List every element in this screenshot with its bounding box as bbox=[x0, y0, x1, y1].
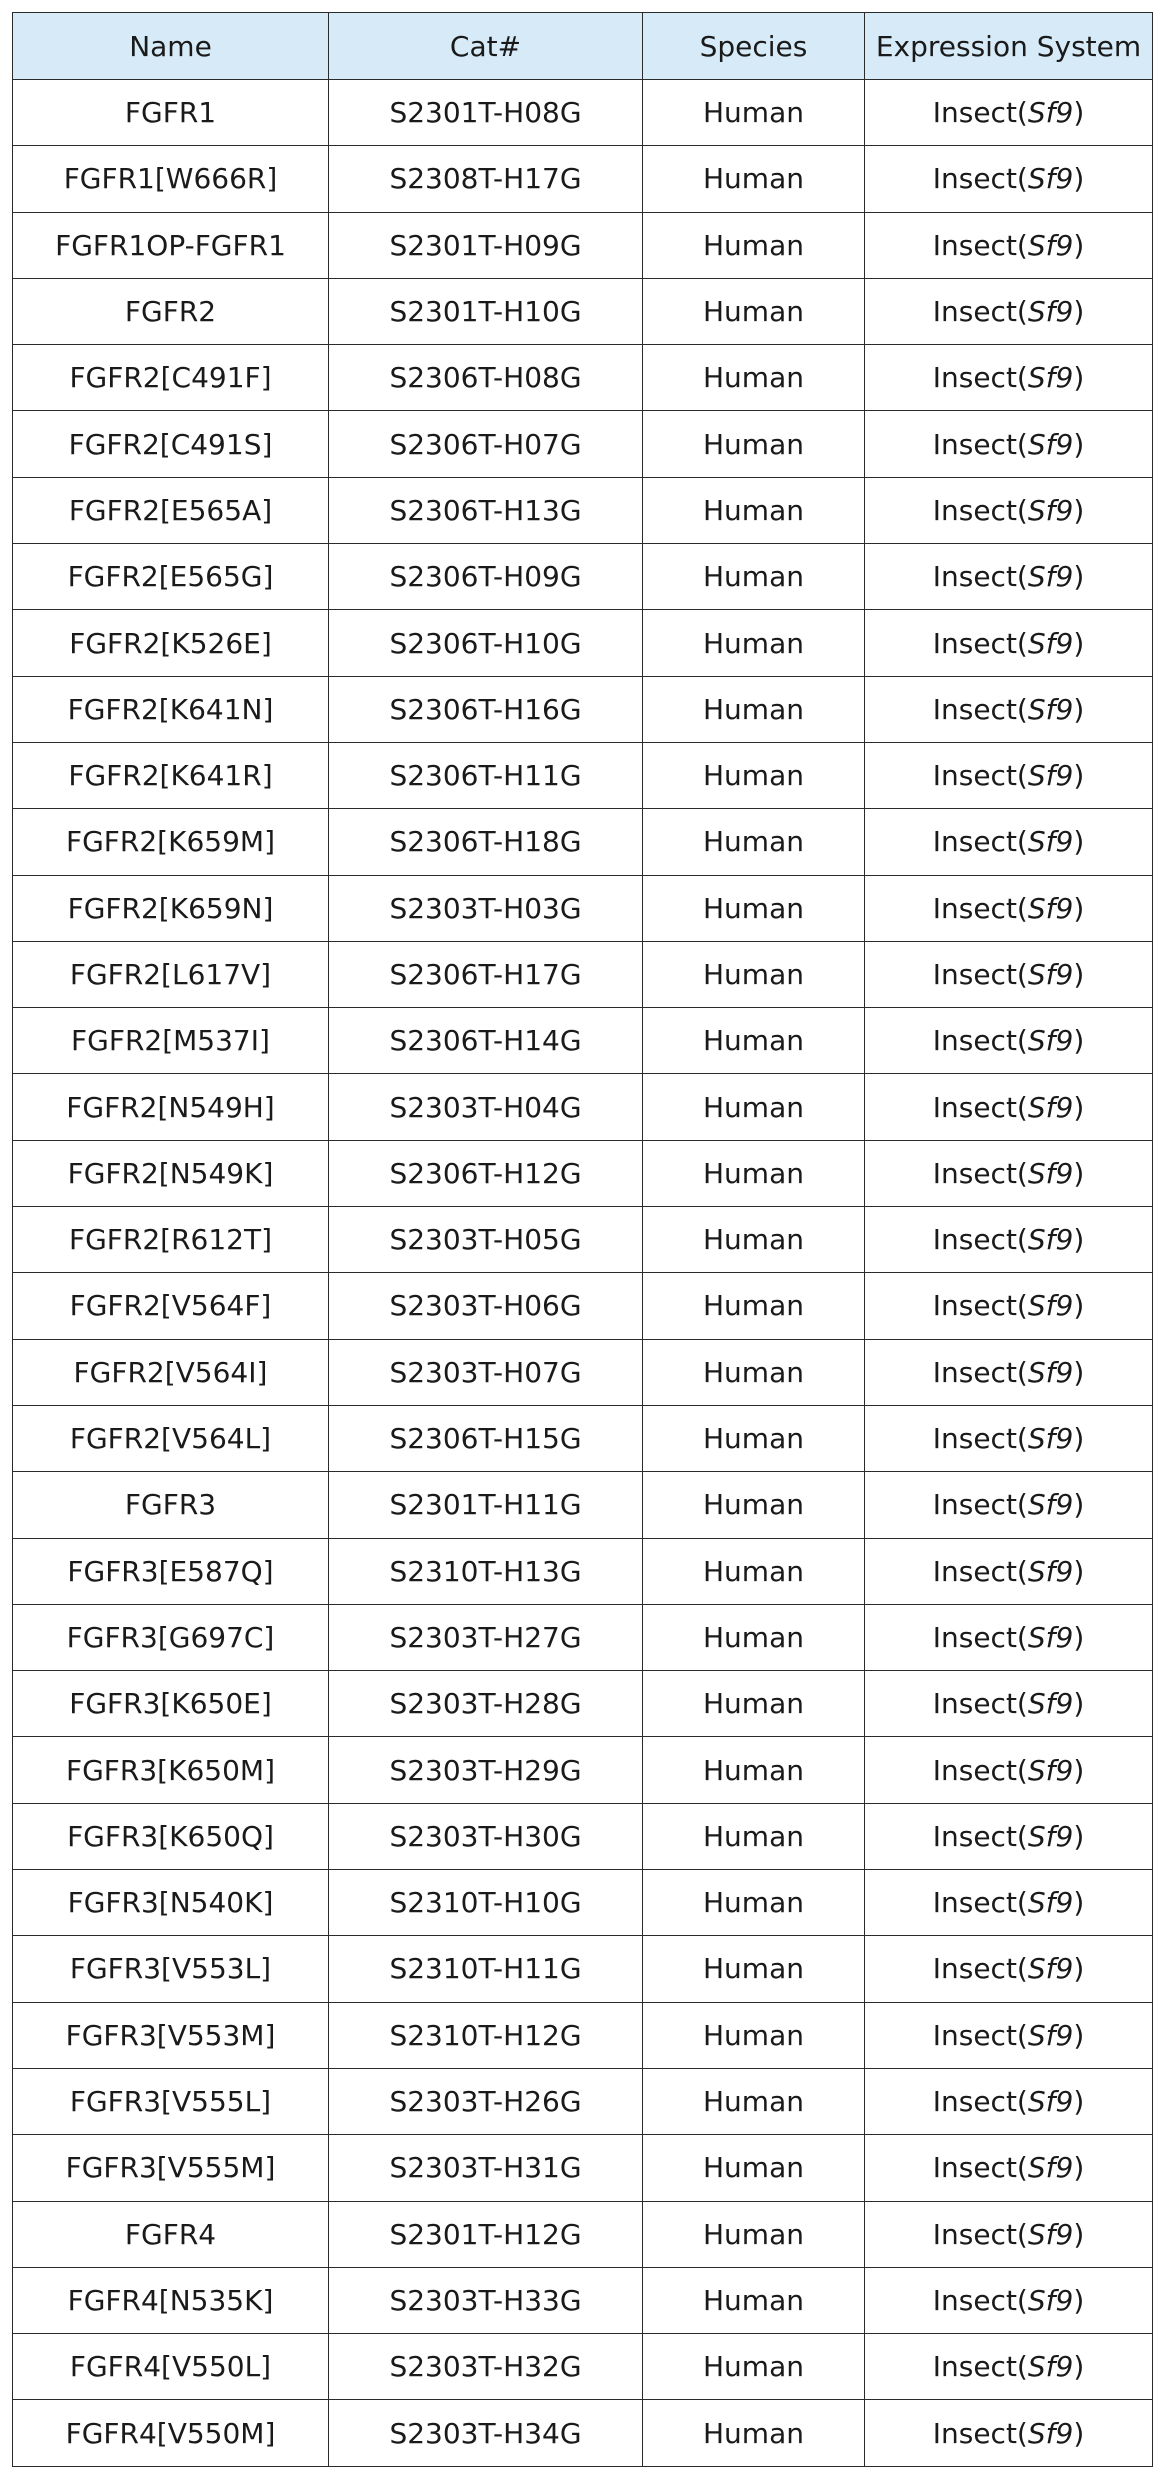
cell-expression-system bbox=[865, 941, 1153, 1007]
cell-expression-system bbox=[865, 411, 1153, 477]
cell-cat: S2303T-H33G bbox=[329, 2267, 643, 2333]
expression-suffix: ) bbox=[1073, 2085, 1085, 2119]
expression-suffix: ) bbox=[1073, 1289, 1085, 1323]
expression-suffix: ) bbox=[1073, 2350, 1085, 2384]
cell-expression-system bbox=[865, 1339, 1153, 1405]
cell-species: Human bbox=[643, 1737, 865, 1803]
cell-species: Human bbox=[643, 345, 865, 411]
expression-prefix: Insect( bbox=[932, 1620, 1028, 1654]
cell-cat: S2306T-H07G bbox=[329, 411, 643, 477]
cell-species: Human bbox=[643, 1405, 865, 1471]
cell-name: FGFR2[N549K] bbox=[13, 1140, 329, 1206]
expression-suffix: ) bbox=[1073, 825, 1085, 859]
cell-species: Human bbox=[643, 1538, 865, 1604]
expression-cell-line: Sf9 bbox=[1027, 560, 1074, 594]
table-header bbox=[13, 13, 1153, 80]
cell-species: Human bbox=[643, 2400, 865, 2466]
cell-cat: S2306T-H10G bbox=[329, 610, 643, 676]
cell-expression-system bbox=[865, 278, 1153, 344]
cell-species: Human bbox=[643, 1207, 865, 1273]
expression-prefix: Insect( bbox=[932, 1223, 1028, 1257]
cell-expression-system bbox=[865, 1074, 1153, 1140]
cell-cat: S2303T-H29G bbox=[329, 1737, 643, 1803]
table-row bbox=[13, 1538, 1153, 1604]
expression-cell-line: Sf9 bbox=[1027, 891, 1074, 925]
cell-name: FGFR3[V553L] bbox=[13, 1936, 329, 2002]
cell-species: Human bbox=[643, 2002, 865, 2068]
cell-expression-system bbox=[865, 676, 1153, 742]
expression-cell-line: Sf9 bbox=[1027, 1620, 1074, 1654]
cell-name: FGFR3[E587Q] bbox=[13, 1538, 329, 1604]
cell-name: FGFR3[V555M] bbox=[13, 2135, 329, 2201]
expression-suffix: ) bbox=[1073, 2416, 1085, 2450]
expression-cell-line: Sf9 bbox=[1027, 692, 1074, 726]
cell-name: FGFR2[V564I] bbox=[13, 1339, 329, 1405]
cell-cat: S2303T-H26G bbox=[329, 2068, 643, 2134]
cell-name: FGFR3[G697C] bbox=[13, 1604, 329, 1670]
cell-name: FGFR3[K650E] bbox=[13, 1671, 329, 1737]
header-cat: Cat# bbox=[329, 13, 643, 80]
cell-cat: S2306T-H12G bbox=[329, 1140, 643, 1206]
cell-cat: S2303T-H30G bbox=[329, 1803, 643, 1869]
cell-species: Human bbox=[643, 146, 865, 212]
table-body bbox=[13, 80, 1153, 2467]
table-row bbox=[13, 1803, 1153, 1869]
table-row bbox=[13, 1074, 1153, 1140]
table-row bbox=[13, 1472, 1153, 1538]
expression-cell-line: Sf9 bbox=[1027, 427, 1074, 461]
cell-species: Human bbox=[643, 1803, 865, 1869]
expression-prefix: Insect( bbox=[932, 1289, 1028, 1323]
expression-cell-line: Sf9 bbox=[1027, 1289, 1074, 1323]
cell-species: Human bbox=[643, 1604, 865, 1670]
expression-suffix: ) bbox=[1073, 1753, 1085, 1787]
cell-cat: S2306T-H09G bbox=[329, 544, 643, 610]
cell-species: Human bbox=[643, 1936, 865, 2002]
cell-species: Human bbox=[643, 2068, 865, 2134]
cell-expression-system bbox=[865, 1671, 1153, 1737]
cell-cat: S2310T-H10G bbox=[329, 1870, 643, 1936]
cell-name: FGFR2[E565A] bbox=[13, 477, 329, 543]
cell-name: FGFR2[L617V] bbox=[13, 941, 329, 1007]
table-row bbox=[13, 742, 1153, 808]
cell-expression-system bbox=[865, 742, 1153, 808]
cell-species: Human bbox=[643, 2267, 865, 2333]
expression-cell-line: Sf9 bbox=[1027, 626, 1074, 660]
cell-expression-system bbox=[865, 875, 1153, 941]
cell-name: FGFR2[K659M] bbox=[13, 809, 329, 875]
expression-cell-line: Sf9 bbox=[1027, 2085, 1074, 2119]
cell-cat: S2303T-H04G bbox=[329, 1074, 643, 1140]
cell-expression-system bbox=[865, 1538, 1153, 1604]
expression-prefix: Insect( bbox=[932, 891, 1028, 925]
expression-prefix: Insect( bbox=[932, 162, 1028, 196]
cell-species: Human bbox=[643, 1074, 865, 1140]
cell-name: FGFR3[K650M] bbox=[13, 1737, 329, 1803]
table-row bbox=[13, 1671, 1153, 1737]
cell-name: FGFR3 bbox=[13, 1472, 329, 1538]
cell-expression-system bbox=[865, 2334, 1153, 2400]
expression-cell-line: Sf9 bbox=[1027, 2018, 1074, 2052]
table-row bbox=[13, 544, 1153, 610]
expression-prefix: Insect( bbox=[932, 1156, 1028, 1190]
cell-name: FGFR2[K659N] bbox=[13, 875, 329, 941]
cell-cat: S2306T-H11G bbox=[329, 742, 643, 808]
cell-species: Human bbox=[643, 2135, 865, 2201]
cell-name: FGFR3[K650Q] bbox=[13, 1803, 329, 1869]
cell-cat: S2306T-H15G bbox=[329, 1405, 643, 1471]
table-row bbox=[13, 2135, 1153, 2201]
cell-name: FGFR3[V555L] bbox=[13, 2068, 329, 2134]
expression-prefix: Insect( bbox=[932, 427, 1028, 461]
expression-prefix: Insect( bbox=[932, 958, 1028, 991]
table-row bbox=[13, 941, 1153, 1007]
expression-prefix: Insect( bbox=[932, 2217, 1028, 2251]
expression-cell-line: Sf9 bbox=[1027, 228, 1074, 262]
cell-cat: S2306T-H13G bbox=[329, 477, 643, 543]
expression-cell-line: Sf9 bbox=[1027, 1223, 1074, 1257]
cell-species: Human bbox=[643, 742, 865, 808]
cell-species: Human bbox=[643, 278, 865, 344]
cell-name: FGFR2[K641R] bbox=[13, 742, 329, 808]
expression-suffix: ) bbox=[1073, 2018, 1085, 2052]
product-table bbox=[12, 12, 1153, 2467]
cell-expression-system bbox=[865, 2135, 1153, 2201]
cell-species: Human bbox=[643, 809, 865, 875]
cell-expression-system bbox=[865, 1803, 1153, 1869]
cell-expression-system bbox=[865, 809, 1153, 875]
expression-suffix: ) bbox=[1073, 626, 1085, 660]
cell-species: Human bbox=[643, 2334, 865, 2400]
cell-cat: S2301T-H12G bbox=[329, 2201, 643, 2267]
expression-suffix: ) bbox=[1073, 1687, 1085, 1721]
cell-name: FGFR2[V564L] bbox=[13, 1405, 329, 1471]
cell-name: FGFR4 bbox=[13, 2201, 329, 2267]
cell-cat: S2310T-H11G bbox=[329, 1936, 643, 2002]
expression-prefix: Insect( bbox=[932, 2085, 1028, 2119]
cell-expression-system bbox=[865, 544, 1153, 610]
expression-cell-line: Sf9 bbox=[1027, 825, 1074, 859]
expression-prefix: Insect( bbox=[932, 825, 1028, 859]
cell-expression-system bbox=[865, 80, 1153, 146]
cell-name: FGFR4[V550M] bbox=[13, 2400, 329, 2466]
expression-prefix: Insect( bbox=[932, 2416, 1028, 2450]
cell-cat: S2303T-H31G bbox=[329, 2135, 643, 2201]
expression-cell-line: Sf9 bbox=[1027, 1488, 1074, 1522]
expression-prefix: Insect( bbox=[932, 96, 1028, 130]
cell-cat: S2303T-H32G bbox=[329, 2334, 643, 2400]
cell-expression-system bbox=[865, 1936, 1153, 2002]
table-row bbox=[13, 610, 1153, 676]
cell-species: Human bbox=[643, 1008, 865, 1074]
expression-cell-line: Sf9 bbox=[1027, 1156, 1074, 1190]
cell-expression-system bbox=[865, 2201, 1153, 2267]
cell-cat: S2310T-H13G bbox=[329, 1538, 643, 1604]
cell-expression-system bbox=[865, 1273, 1153, 1339]
cell-cat: S2303T-H07G bbox=[329, 1339, 643, 1405]
cell-cat: S2303T-H27G bbox=[329, 1604, 643, 1670]
expression-cell-line: Sf9 bbox=[1027, 2416, 1074, 2450]
expression-suffix: ) bbox=[1073, 560, 1085, 594]
cell-cat: S2301T-H09G bbox=[329, 212, 643, 278]
cell-name: FGFR2[E565G] bbox=[13, 544, 329, 610]
expression-prefix: Insect( bbox=[932, 228, 1028, 262]
cell-expression-system bbox=[865, 1207, 1153, 1273]
cell-name: FGFR2[R612T] bbox=[13, 1207, 329, 1273]
cell-name: FGFR1[W666R] bbox=[13, 146, 329, 212]
cell-cat: S2301T-H10G bbox=[329, 278, 643, 344]
cell-expression-system bbox=[865, 146, 1153, 212]
table-row bbox=[13, 2201, 1153, 2267]
cell-species: Human bbox=[643, 1273, 865, 1339]
table-row bbox=[13, 1604, 1153, 1670]
cell-name: FGFR4[V550L] bbox=[13, 2334, 329, 2400]
cell-name: FGFR1OP-FGFR1 bbox=[13, 212, 329, 278]
expression-prefix: Insect( bbox=[932, 626, 1028, 660]
expression-suffix: ) bbox=[1073, 2283, 1085, 2317]
expression-suffix: ) bbox=[1073, 1223, 1085, 1257]
header-row bbox=[13, 13, 1153, 80]
cell-cat: S2303T-H03G bbox=[329, 875, 643, 941]
expression-suffix: ) bbox=[1073, 162, 1085, 196]
cell-expression-system bbox=[865, 1737, 1153, 1803]
table-row bbox=[13, 477, 1153, 543]
expression-prefix: Insect( bbox=[932, 493, 1028, 527]
table-row bbox=[13, 2267, 1153, 2333]
expression-prefix: Insect( bbox=[932, 692, 1028, 726]
cell-cat: S2306T-H16G bbox=[329, 676, 643, 742]
cell-expression-system bbox=[865, 2002, 1153, 2068]
table-row bbox=[13, 1870, 1153, 1936]
expression-cell-line: Sf9 bbox=[1027, 1819, 1074, 1853]
cell-species: Human bbox=[643, 411, 865, 477]
cell-expression-system bbox=[865, 2400, 1153, 2466]
expression-suffix: ) bbox=[1073, 1952, 1085, 1986]
expression-suffix: ) bbox=[1073, 1488, 1085, 1522]
cell-cat: S2306T-H17G bbox=[329, 941, 643, 1007]
expression-prefix: Insect( bbox=[932, 1554, 1028, 1588]
expression-prefix: Insect( bbox=[932, 1952, 1028, 1986]
cell-name: FGFR3[V553M] bbox=[13, 2002, 329, 2068]
cell-expression-system bbox=[865, 1140, 1153, 1206]
expression-cell-line: Sf9 bbox=[1027, 2283, 1074, 2317]
expression-suffix: ) bbox=[1073, 1090, 1085, 1124]
expression-prefix: Insect( bbox=[932, 759, 1028, 793]
table-row bbox=[13, 345, 1153, 411]
expression-suffix: ) bbox=[1073, 1024, 1085, 1058]
expression-suffix: ) bbox=[1073, 2151, 1085, 2185]
expression-prefix: Insect( bbox=[932, 2283, 1028, 2317]
expression-cell-line: Sf9 bbox=[1027, 361, 1074, 395]
cell-name: FGFR2[C491F] bbox=[13, 345, 329, 411]
expression-cell-line: Sf9 bbox=[1027, 2217, 1074, 2251]
cell-name: FGFR2[C491S] bbox=[13, 411, 329, 477]
cell-expression-system bbox=[865, 212, 1153, 278]
header-species: Species bbox=[643, 13, 865, 80]
expression-cell-line: Sf9 bbox=[1027, 2151, 1074, 2185]
table-row bbox=[13, 1207, 1153, 1273]
expression-suffix: ) bbox=[1073, 361, 1085, 395]
expression-prefix: Insect( bbox=[932, 1090, 1028, 1124]
expression-cell-line: Sf9 bbox=[1027, 162, 1074, 196]
cell-cat: S2308T-H17G bbox=[329, 146, 643, 212]
cell-species: Human bbox=[643, 1870, 865, 1936]
cell-name: FGFR2[M537I] bbox=[13, 1008, 329, 1074]
cell-cat: S2301T-H08G bbox=[329, 80, 643, 146]
table-row bbox=[13, 1008, 1153, 1074]
expression-prefix: Insect( bbox=[932, 1819, 1028, 1853]
expression-cell-line: Sf9 bbox=[1027, 1024, 1074, 1058]
table-row bbox=[13, 1737, 1153, 1803]
expression-cell-line: Sf9 bbox=[1027, 2350, 1074, 2384]
cell-cat: S2306T-H18G bbox=[329, 809, 643, 875]
product-table-wrapper bbox=[12, 12, 1152, 2467]
expression-cell-line: Sf9 bbox=[1027, 1952, 1074, 1986]
header-name: Name bbox=[13, 13, 329, 80]
cell-expression-system bbox=[865, 2267, 1153, 2333]
cell-species: Human bbox=[643, 544, 865, 610]
expression-prefix: Insect( bbox=[932, 1687, 1028, 1721]
cell-expression-system bbox=[865, 610, 1153, 676]
expression-cell-line: Sf9 bbox=[1027, 1687, 1074, 1721]
table-row bbox=[13, 1140, 1153, 1206]
expression-cell-line: Sf9 bbox=[1027, 96, 1074, 130]
table-row bbox=[13, 1936, 1153, 2002]
cell-name: FGFR2 bbox=[13, 278, 329, 344]
cell-cat: S2306T-H08G bbox=[329, 345, 643, 411]
expression-prefix: Insect( bbox=[932, 2350, 1028, 2384]
cell-expression-system bbox=[865, 2068, 1153, 2134]
table-row bbox=[13, 1339, 1153, 1405]
table-row bbox=[13, 212, 1153, 278]
expression-cell-line: Sf9 bbox=[1027, 1090, 1074, 1124]
expression-suffix: ) bbox=[1073, 493, 1085, 527]
cell-species: Human bbox=[643, 941, 865, 1007]
header-expression-system: Expression System bbox=[865, 13, 1153, 80]
expression-suffix: ) bbox=[1073, 96, 1085, 130]
cell-cat: S2310T-H12G bbox=[329, 2002, 643, 2068]
expression-suffix: ) bbox=[1073, 891, 1085, 925]
table-row bbox=[13, 80, 1153, 146]
table-row bbox=[13, 2002, 1153, 2068]
cell-cat: S2303T-H34G bbox=[329, 2400, 643, 2466]
table-row bbox=[13, 676, 1153, 742]
cell-species: Human bbox=[643, 212, 865, 278]
expression-suffix: ) bbox=[1073, 692, 1085, 726]
expression-suffix: ) bbox=[1073, 1355, 1085, 1389]
table-row bbox=[13, 1405, 1153, 1471]
table-row bbox=[13, 1273, 1153, 1339]
expression-prefix: Insect( bbox=[932, 1753, 1028, 1787]
cell-name: FGFR4[N535K] bbox=[13, 2267, 329, 2333]
cell-species: Human bbox=[643, 875, 865, 941]
table-row bbox=[13, 411, 1153, 477]
expression-prefix: Insect( bbox=[932, 1355, 1028, 1389]
table-row bbox=[13, 2334, 1153, 2400]
expression-prefix: Insect( bbox=[932, 560, 1028, 594]
cell-species: Human bbox=[643, 1671, 865, 1737]
expression-prefix: Insect( bbox=[932, 2151, 1028, 2185]
expression-suffix: ) bbox=[1073, 1819, 1085, 1853]
expression-suffix: ) bbox=[1073, 2217, 1085, 2251]
cell-species: Human bbox=[643, 2201, 865, 2267]
cell-expression-system bbox=[865, 477, 1153, 543]
expression-prefix: Insect( bbox=[932, 361, 1028, 395]
expression-prefix: Insect( bbox=[932, 1488, 1028, 1522]
table-row bbox=[13, 875, 1153, 941]
expression-cell-line: Sf9 bbox=[1027, 493, 1074, 527]
cell-name: FGFR2[N549H] bbox=[13, 1074, 329, 1140]
cell-cat: S2301T-H11G bbox=[329, 1472, 643, 1538]
expression-cell-line: Sf9 bbox=[1027, 958, 1074, 991]
expression-suffix: ) bbox=[1073, 1886, 1085, 1920]
cell-species: Human bbox=[643, 477, 865, 543]
cell-name: FGFR1 bbox=[13, 80, 329, 146]
table-row bbox=[13, 809, 1153, 875]
expression-prefix: Insect( bbox=[932, 2018, 1028, 2052]
cell-name: FGFR3[N540K] bbox=[13, 1870, 329, 1936]
expression-cell-line: Sf9 bbox=[1027, 1422, 1074, 1456]
cell-expression-system bbox=[865, 1870, 1153, 1936]
expression-cell-line: Sf9 bbox=[1027, 1753, 1074, 1787]
cell-expression-system bbox=[865, 345, 1153, 411]
expression-prefix: Insect( bbox=[932, 1422, 1028, 1456]
expression-suffix: ) bbox=[1073, 228, 1085, 262]
table-row bbox=[13, 2400, 1153, 2466]
cell-cat: S2306T-H14G bbox=[329, 1008, 643, 1074]
table-row bbox=[13, 146, 1153, 212]
expression-suffix: ) bbox=[1073, 1554, 1085, 1588]
cell-species: Human bbox=[643, 1339, 865, 1405]
cell-species: Human bbox=[643, 610, 865, 676]
expression-cell-line: Sf9 bbox=[1027, 1886, 1074, 1920]
cell-expression-system bbox=[865, 1472, 1153, 1538]
cell-cat: S2303T-H06G bbox=[329, 1273, 643, 1339]
expression-suffix: ) bbox=[1073, 759, 1085, 793]
table-row bbox=[13, 2068, 1153, 2134]
expression-suffix: ) bbox=[1073, 295, 1085, 329]
table-row bbox=[13, 278, 1153, 344]
expression-suffix: ) bbox=[1073, 1422, 1085, 1456]
cell-cat: S2303T-H05G bbox=[329, 1207, 643, 1273]
cell-species: Human bbox=[643, 80, 865, 146]
expression-suffix: ) bbox=[1073, 1620, 1085, 1654]
expression-cell-line: Sf9 bbox=[1027, 759, 1074, 793]
cell-name: FGFR2[V564F] bbox=[13, 1273, 329, 1339]
expression-suffix: ) bbox=[1073, 1156, 1085, 1190]
cell-expression-system bbox=[865, 1405, 1153, 1471]
expression-prefix: Insect( bbox=[932, 1024, 1028, 1058]
cell-expression-system bbox=[865, 1604, 1153, 1670]
cell-name: FGFR2[K526E] bbox=[13, 610, 329, 676]
cell-cat: S2303T-H28G bbox=[329, 1671, 643, 1737]
cell-species: Human bbox=[643, 676, 865, 742]
cell-expression-system bbox=[865, 1008, 1153, 1074]
expression-prefix: Insect( bbox=[932, 295, 1028, 329]
expression-cell-line: Sf9 bbox=[1027, 295, 1074, 329]
cell-name: FGFR2[K641N] bbox=[13, 676, 329, 742]
cell-species: Human bbox=[643, 1140, 865, 1206]
expression-suffix: ) bbox=[1073, 427, 1085, 461]
expression-cell-line: Sf9 bbox=[1027, 1355, 1074, 1389]
expression-cell-line: Sf9 bbox=[1027, 1554, 1074, 1588]
expression-suffix: ) bbox=[1073, 958, 1085, 991]
cell-species: Human bbox=[643, 1472, 865, 1538]
expression-prefix: Insect( bbox=[932, 1886, 1028, 1920]
